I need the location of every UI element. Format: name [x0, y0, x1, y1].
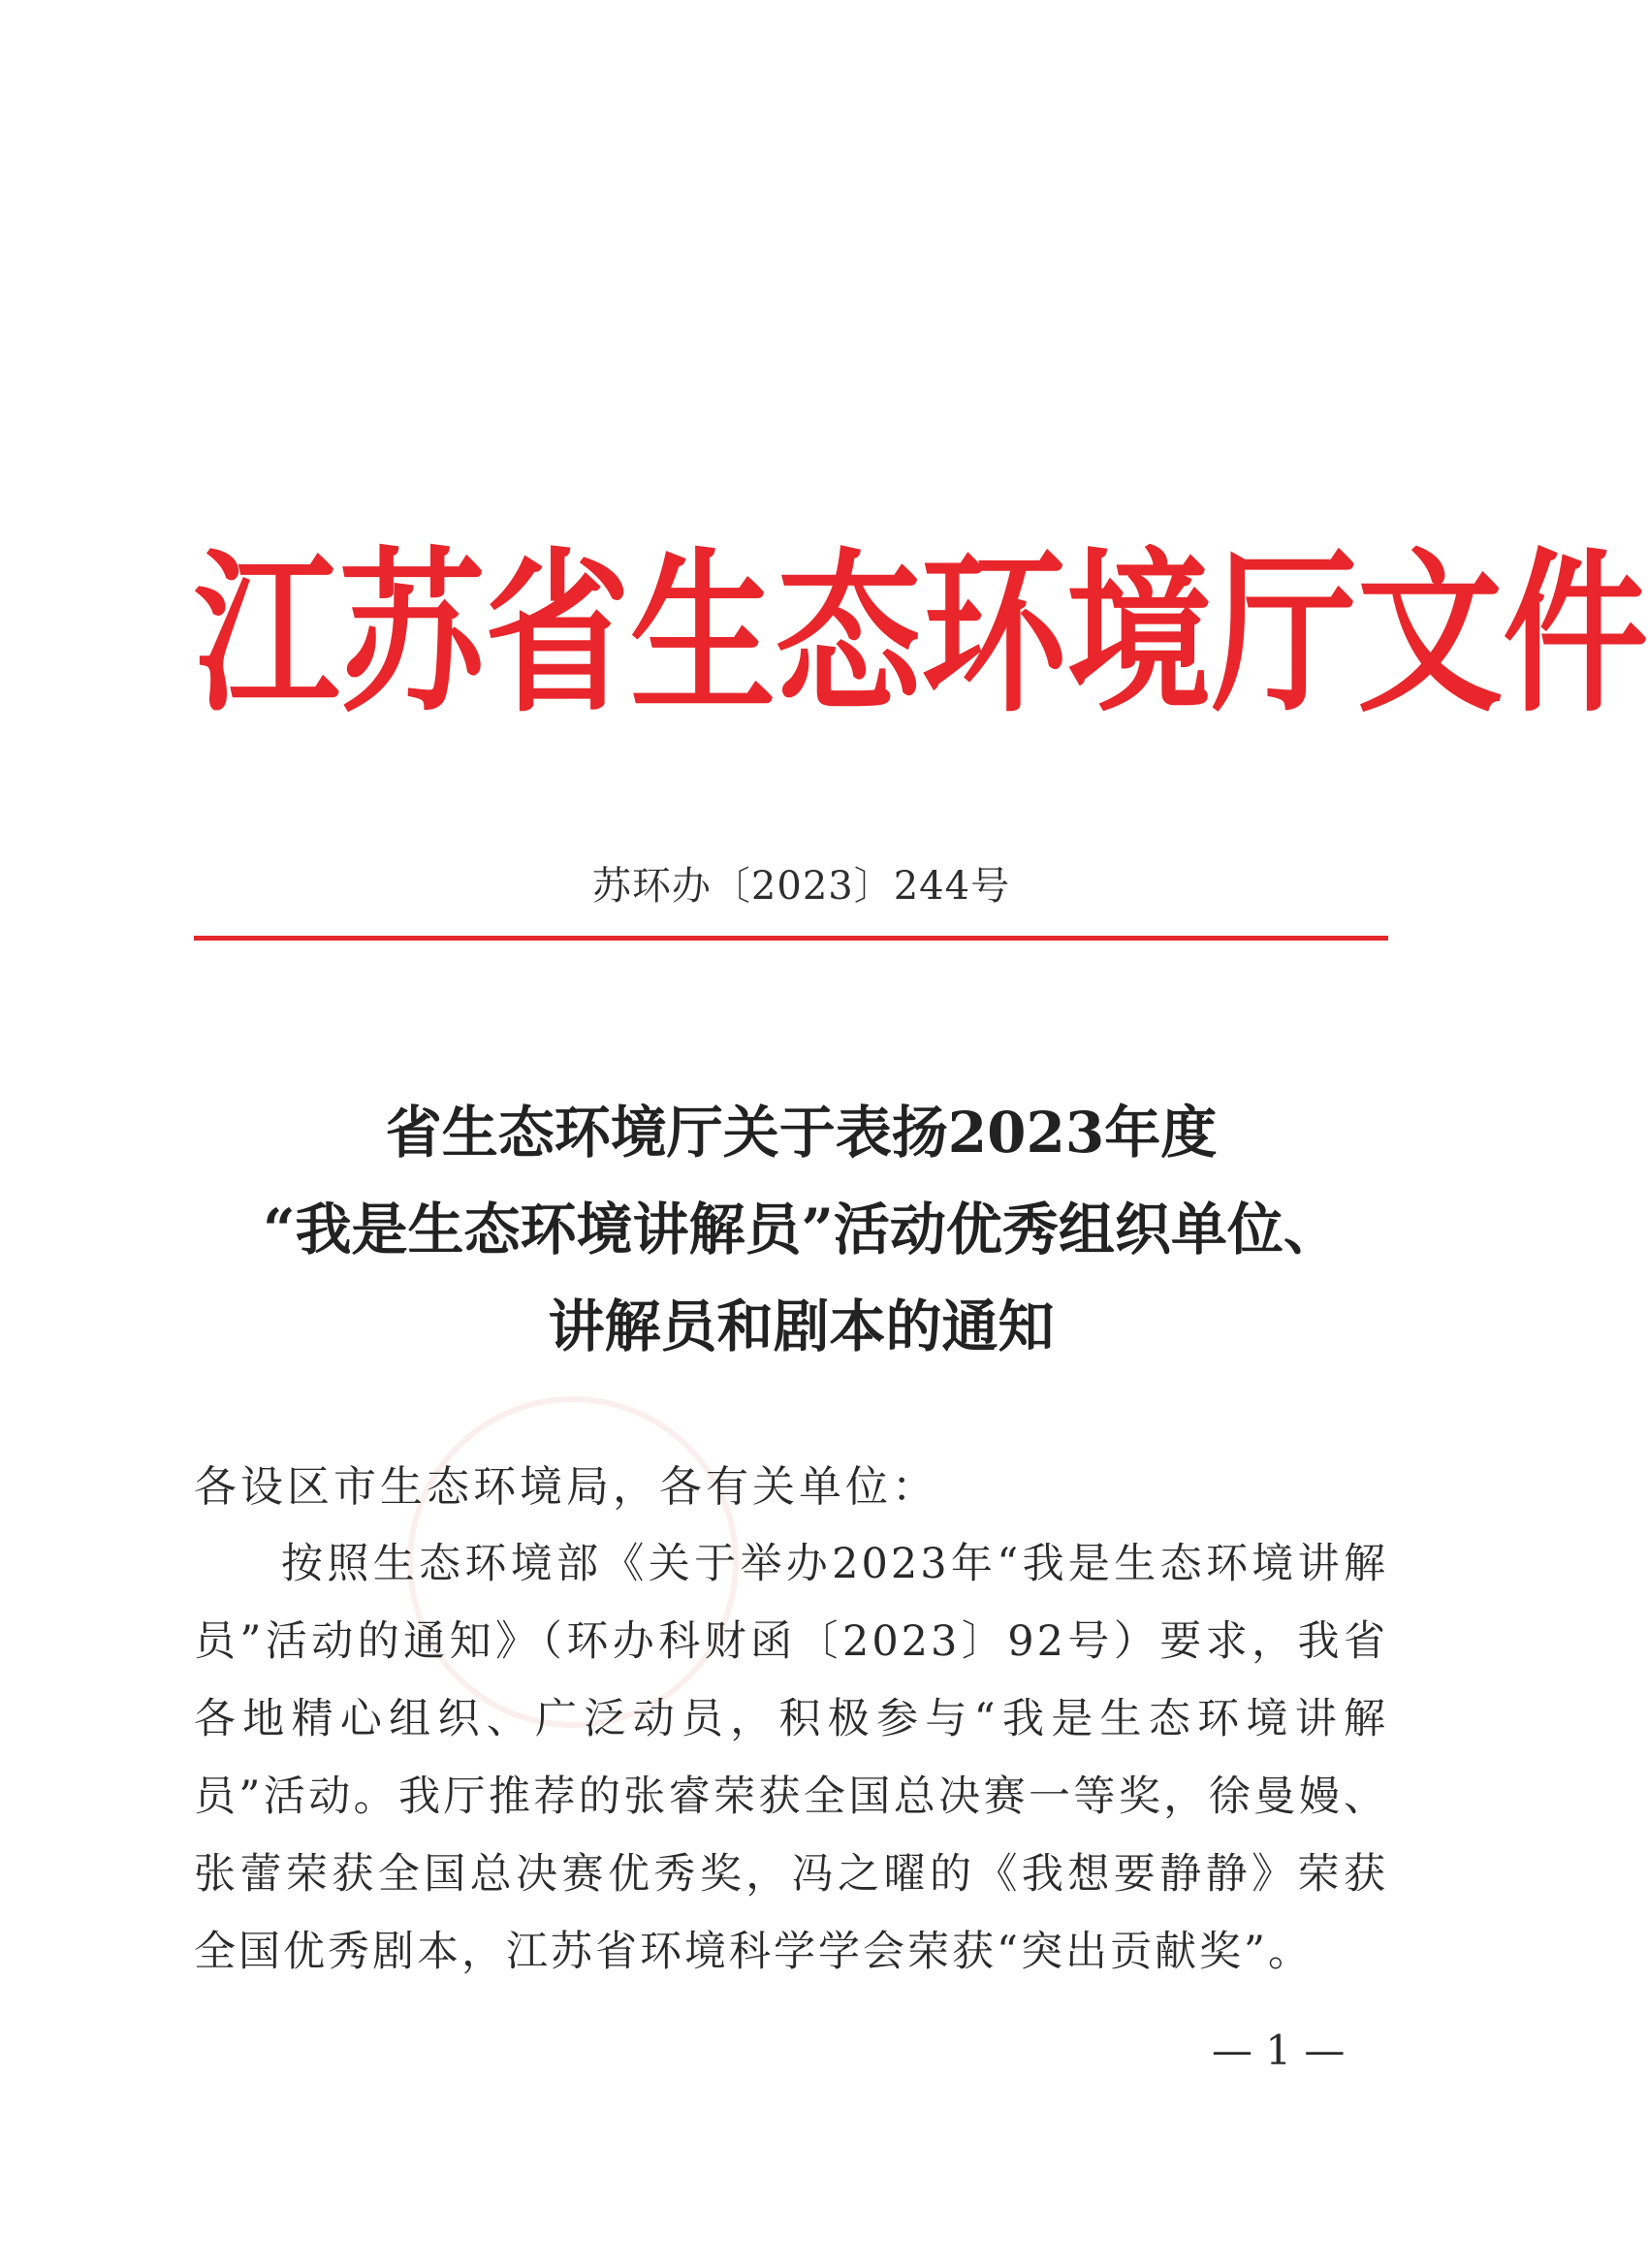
title-line: 省生态环境厅关于表扬2023年度 — [385, 1100, 1218, 1166]
masthead-char: 苏 — [339, 533, 486, 737]
masthead-char: 生 — [630, 533, 776, 737]
masthead-char: 态 — [776, 533, 922, 737]
masthead-title — [194, 528, 1648, 742]
body-paragraph: 按照生态环境部《关于举办2023年“我是生态环境讲解员”活动的通知》（环办科财函〔2023〕92号）要求，我省各地精心组织、广泛动员，积极参与“我是生态环境讲解员”活动。我厅推荐的张睿荣获全国总决赛一等奖，徐曼嫚、张蕾荣获全国总决赛优秀奖，冯之曜的《我想要静静》荣获全国优秀剧本，江苏省环境科学学会荣获“突出贡献奖”。 — [194, 1540, 1388, 1976]
masthead-char: 文 — [1357, 533, 1504, 737]
masthead-char: 境 — [1066, 533, 1213, 737]
title-line: 讲解员和剧本的通知 — [548, 1294, 1055, 1359]
document-title — [0, 1084, 1602, 1375]
salutation: 各设区市生态环境局，各有关单位： — [194, 1462, 938, 1512]
red-divider-line — [194, 936, 1388, 941]
title-line: “我是生态环境讲解员”活动优秀组织单位、 — [263, 1197, 1340, 1262]
document-number: 苏环办〔2023〕244号 — [591, 864, 1011, 909]
masthead-char: 环 — [921, 533, 1067, 737]
page-number: — 1 — — [1212, 2027, 1346, 2074]
masthead-char: 件 — [1503, 533, 1648, 737]
masthead-char: 江 — [194, 533, 340, 737]
masthead-char: 厅 — [1212, 533, 1358, 737]
masthead-char: 省 — [485, 533, 631, 737]
